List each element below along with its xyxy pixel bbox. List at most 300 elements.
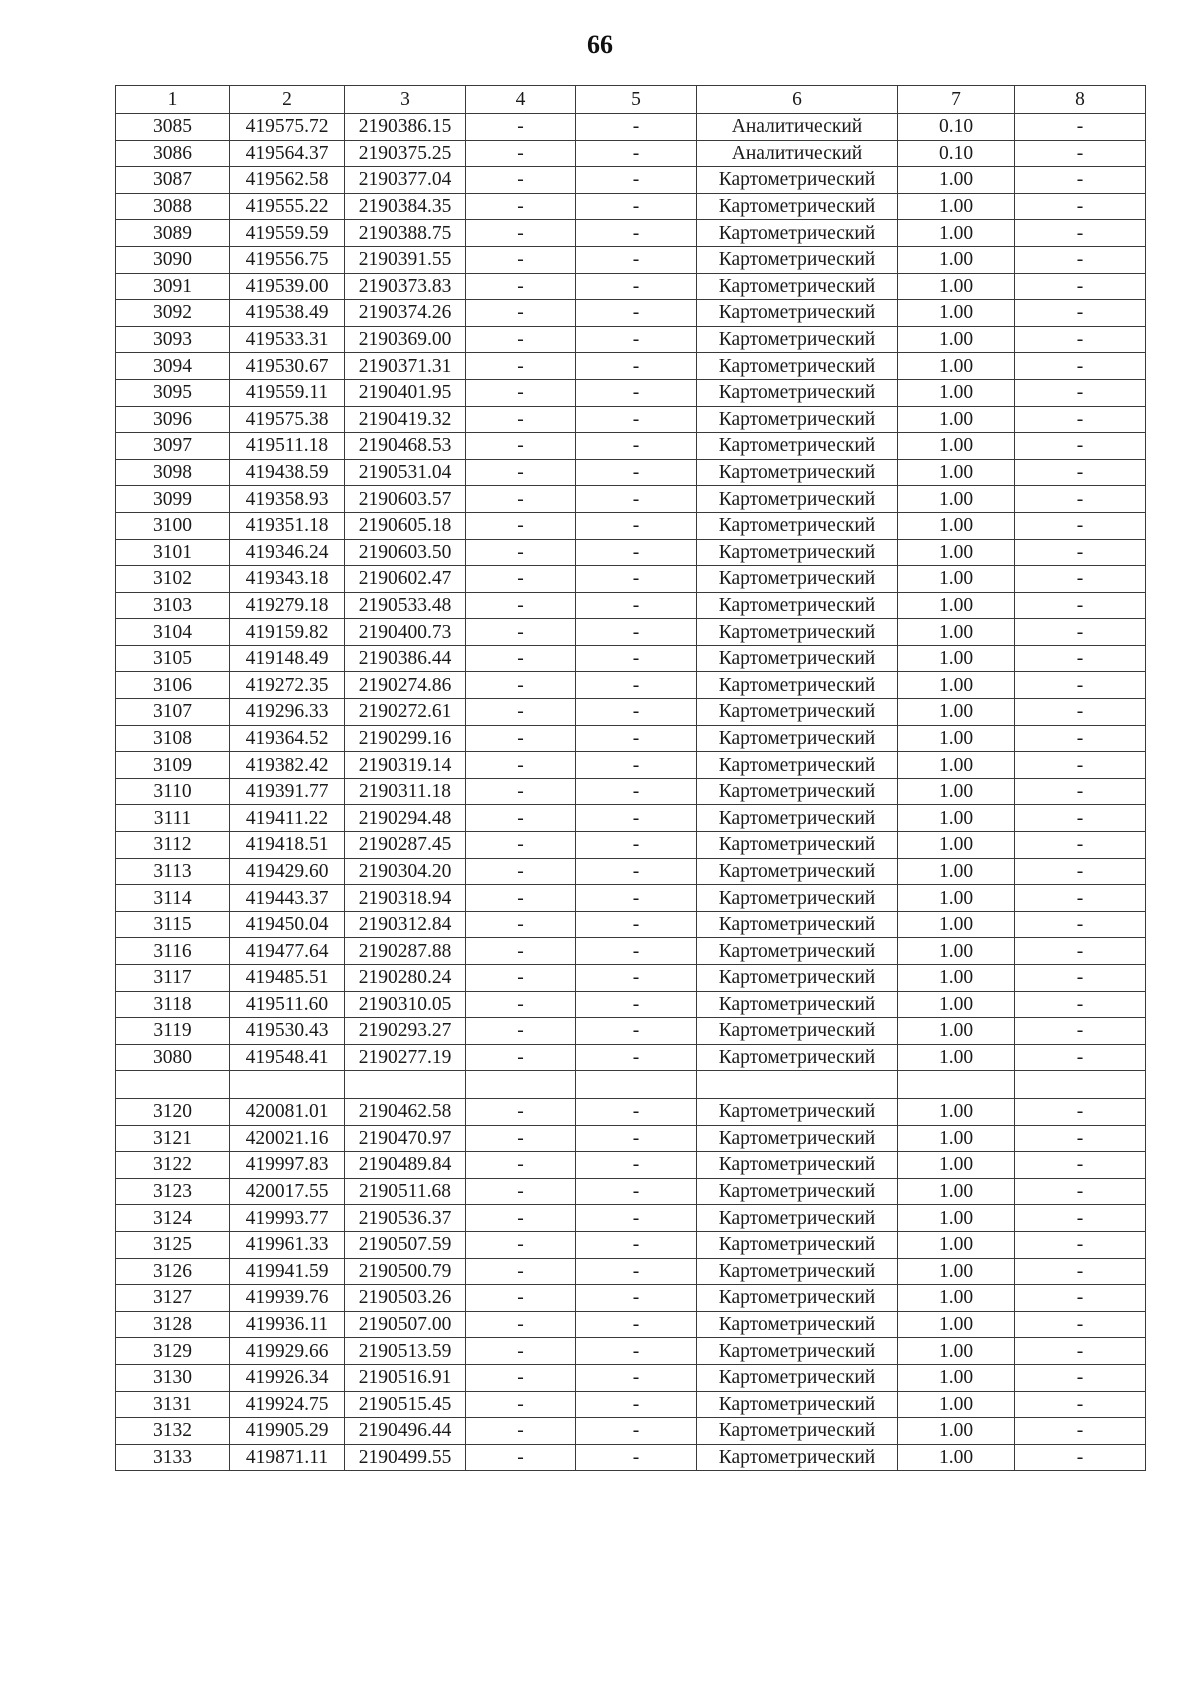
point-number-cell: 3130 — [116, 1364, 230, 1391]
method-cell: Картометрический — [697, 1391, 898, 1418]
column-4-cell: - — [466, 406, 576, 433]
column-4-cell: - — [466, 965, 576, 992]
column-4-cell: - — [466, 220, 576, 247]
precision-cell: 1.00 — [898, 193, 1015, 220]
point-number-cell: 3121 — [116, 1125, 230, 1152]
coordinate-x-cell: 419539.00 — [230, 273, 345, 300]
point-number-cell: 3119 — [116, 1018, 230, 1045]
point-number-cell: 3105 — [116, 645, 230, 672]
coordinate-y-cell: 2190401.95 — [345, 379, 466, 406]
table-row — [116, 1178, 1146, 1205]
table-row — [116, 566, 1146, 593]
column-5-cell: - — [576, 1418, 697, 1445]
precision-cell: 1.00 — [898, 300, 1015, 327]
precision-cell: 1.00 — [898, 592, 1015, 619]
column-5-cell: - — [576, 832, 697, 859]
coordinate-x-cell: 419562.58 — [230, 167, 345, 194]
column-4-cell: - — [466, 672, 576, 699]
point-number-cell: 3101 — [116, 539, 230, 566]
column-5-cell: - — [576, 965, 697, 992]
table-row — [116, 1018, 1146, 1045]
method-cell: Картометрический — [697, 1338, 898, 1365]
coordinate-y-cell: 2190293.27 — [345, 1018, 466, 1045]
column-8-cell: - — [1015, 353, 1146, 380]
column-5-cell: - — [576, 1205, 697, 1232]
precision-cell: 1.00 — [898, 539, 1015, 566]
table-row — [116, 273, 1146, 300]
column-8-cell: - — [1015, 140, 1146, 167]
precision-cell: 1.00 — [898, 725, 1015, 752]
column-4-cell: - — [466, 326, 576, 353]
column-5-cell: - — [576, 778, 697, 805]
coordinate-y-cell: 2190294.48 — [345, 805, 466, 832]
column-8-cell: - — [1015, 1018, 1146, 1045]
column-4-cell: - — [466, 1418, 576, 1445]
column-8-cell: - — [1015, 193, 1146, 220]
point-number-cell: 3108 — [116, 725, 230, 752]
column-4-cell: - — [466, 778, 576, 805]
precision-cell: 1.00 — [898, 1018, 1015, 1045]
table-row — [116, 991, 1146, 1018]
column-4-cell: - — [466, 1444, 576, 1471]
column-4-cell: - — [466, 1391, 576, 1418]
column-4-cell: - — [466, 114, 576, 141]
coordinate-y-cell: 2190470.97 — [345, 1125, 466, 1152]
coordinate-x-cell: 419555.22 — [230, 193, 345, 220]
column-8-cell: - — [1015, 1044, 1146, 1071]
coordinate-x-cell: 419382.42 — [230, 752, 345, 779]
coordinate-y-cell: 2190384.35 — [345, 193, 466, 220]
point-number-cell: 3115 — [116, 911, 230, 938]
point-number-cell — [116, 1071, 230, 1099]
column-5-cell: - — [576, 220, 697, 247]
column-5-cell: - — [576, 699, 697, 726]
coordinate-y-cell: 2190377.04 — [345, 167, 466, 194]
precision-cell: 1.00 — [898, 1152, 1015, 1179]
column-8-cell: - — [1015, 114, 1146, 141]
column-8-cell: - — [1015, 832, 1146, 859]
coordinate-x-cell: 419450.04 — [230, 911, 345, 938]
column-8-cell: - — [1015, 459, 1146, 486]
column-4-cell: - — [466, 805, 576, 832]
precision-cell: 1.00 — [898, 246, 1015, 273]
method-cell: Картометрический — [697, 672, 898, 699]
table-row — [116, 246, 1146, 273]
column-5-cell: - — [576, 1125, 697, 1152]
column-5-cell — [576, 1071, 697, 1099]
table-row — [116, 114, 1146, 141]
table-row — [116, 1205, 1146, 1232]
column-4-cell: - — [466, 1098, 576, 1125]
coordinate-y-cell: 2190507.00 — [345, 1311, 466, 1338]
column-4-cell: - — [466, 353, 576, 380]
precision-cell: 0.10 — [898, 114, 1015, 141]
coordinate-x-cell: 419296.33 — [230, 699, 345, 726]
precision-cell: 1.00 — [898, 1205, 1015, 1232]
coordinate-y-cell: 2190310.05 — [345, 991, 466, 1018]
column-8-cell: - — [1015, 1098, 1146, 1125]
column-4-cell: - — [466, 699, 576, 726]
precision-cell: 1.00 — [898, 566, 1015, 593]
method-cell: Картометрический — [697, 1311, 898, 1338]
column-8-cell: - — [1015, 300, 1146, 327]
column-5-cell: - — [576, 672, 697, 699]
table-row — [116, 300, 1146, 327]
column-4-cell: - — [466, 1125, 576, 1152]
point-number-cell: 3093 — [116, 326, 230, 353]
point-number-cell: 3088 — [116, 193, 230, 220]
precision-cell: 1.00 — [898, 1125, 1015, 1152]
coordinate-x-cell: 419351.18 — [230, 512, 345, 539]
table-row — [116, 512, 1146, 539]
method-cell: Картометрический — [697, 193, 898, 220]
precision-cell: 1.00 — [898, 778, 1015, 805]
column-4-cell: - — [466, 1152, 576, 1179]
method-cell: Картометрический — [697, 300, 898, 327]
column-5-cell: - — [576, 1044, 697, 1071]
coordinates-table — [115, 85, 1146, 1471]
point-number-cell: 3098 — [116, 459, 230, 486]
column-4-cell: - — [466, 991, 576, 1018]
column-8-cell: - — [1015, 645, 1146, 672]
coordinate-y-cell: 2190536.37 — [345, 1205, 466, 1232]
coordinate-y-cell: 2190489.84 — [345, 1152, 466, 1179]
precision-cell: 1.00 — [898, 805, 1015, 832]
coordinate-y-cell: 2190503.26 — [345, 1285, 466, 1312]
coordinate-x-cell: 419485.51 — [230, 965, 345, 992]
method-cell: Картометрический — [697, 459, 898, 486]
precision-cell: 1.00 — [898, 1231, 1015, 1258]
method-cell: Картометрический — [697, 566, 898, 593]
column-8-cell: - — [1015, 433, 1146, 460]
table-row — [116, 486, 1146, 513]
coordinate-y-cell: 2190304.20 — [345, 858, 466, 885]
point-number-cell: 3127 — [116, 1285, 230, 1312]
table-row — [116, 832, 1146, 859]
coordinate-x-cell: 419443.37 — [230, 885, 345, 912]
column-4-cell: - — [466, 246, 576, 273]
point-number-cell: 3133 — [116, 1444, 230, 1471]
coordinate-x-cell: 419533.31 — [230, 326, 345, 353]
method-cell: Аналитический — [697, 140, 898, 167]
column-5-cell: - — [576, 1258, 697, 1285]
coordinate-y-cell: 2190400.73 — [345, 619, 466, 646]
column-5-cell: - — [576, 911, 697, 938]
column-5-cell: - — [576, 1098, 697, 1125]
precision-cell: 1.00 — [898, 406, 1015, 433]
column-5-cell: - — [576, 805, 697, 832]
method-cell: Картометрический — [697, 512, 898, 539]
column-4-cell: - — [466, 1311, 576, 1338]
column-8-cell: - — [1015, 858, 1146, 885]
point-number-cell: 3113 — [116, 858, 230, 885]
method-cell: Картометрический — [697, 379, 898, 406]
table-row — [116, 167, 1146, 194]
coordinate-x-cell: 420081.01 — [230, 1098, 345, 1125]
method-cell: Картометрический — [697, 965, 898, 992]
method-cell: Картометрический — [697, 486, 898, 513]
table-row — [116, 1444, 1146, 1471]
coordinate-x-cell: 419391.77 — [230, 778, 345, 805]
coordinate-x-cell: 419924.75 — [230, 1391, 345, 1418]
coordinate-y-cell: 2190319.14 — [345, 752, 466, 779]
column-header: 1 — [116, 86, 230, 114]
column-4-cell: - — [466, 1018, 576, 1045]
coordinate-x-cell: 419575.72 — [230, 114, 345, 141]
coordinate-x-cell: 419358.93 — [230, 486, 345, 513]
column-5-cell: - — [576, 592, 697, 619]
column-4-cell: - — [466, 1258, 576, 1285]
precision-cell: 1.00 — [898, 1391, 1015, 1418]
column-8-cell: - — [1015, 752, 1146, 779]
point-number-cell: 3086 — [116, 140, 230, 167]
precision-cell: 1.00 — [898, 1338, 1015, 1365]
point-number-cell: 3087 — [116, 167, 230, 194]
column-4-cell: - — [466, 911, 576, 938]
table-row — [116, 965, 1146, 992]
table-row — [116, 672, 1146, 699]
column-5-cell: - — [576, 273, 697, 300]
precision-cell: 1.00 — [898, 1285, 1015, 1312]
column-8-cell: - — [1015, 805, 1146, 832]
column-4-cell: - — [466, 486, 576, 513]
coordinate-x-cell: 419438.59 — [230, 459, 345, 486]
point-number-cell: 3110 — [116, 778, 230, 805]
precision-cell: 1.00 — [898, 752, 1015, 779]
coordinate-y-cell: 2190277.19 — [345, 1044, 466, 1071]
precision-cell: 1.00 — [898, 486, 1015, 513]
column-4-cell: - — [466, 433, 576, 460]
column-5-cell: - — [576, 1231, 697, 1258]
column-4-cell: - — [466, 885, 576, 912]
point-number-cell: 3103 — [116, 592, 230, 619]
table-row — [116, 592, 1146, 619]
coordinate-x-cell: 419411.22 — [230, 805, 345, 832]
precision-cell: 1.00 — [898, 699, 1015, 726]
column-8-cell: - — [1015, 725, 1146, 752]
coordinate-y-cell: 2190371.31 — [345, 353, 466, 380]
method-cell: Картометрический — [697, 619, 898, 646]
column-8-cell: - — [1015, 619, 1146, 646]
coordinate-x-cell: 419148.49 — [230, 645, 345, 672]
table-row — [116, 1391, 1146, 1418]
method-cell: Картометрический — [697, 1018, 898, 1045]
table-row — [116, 539, 1146, 566]
table-row — [116, 1338, 1146, 1365]
column-8-cell: - — [1015, 911, 1146, 938]
method-cell: Картометрический — [697, 353, 898, 380]
coordinate-y-cell: 2190311.18 — [345, 778, 466, 805]
column-8-cell: - — [1015, 539, 1146, 566]
point-number-cell: 3123 — [116, 1178, 230, 1205]
column-5-cell: - — [576, 246, 697, 273]
coordinate-y-cell: 2190533.48 — [345, 592, 466, 619]
column-4-cell: - — [466, 645, 576, 672]
column-4-cell: - — [466, 1205, 576, 1232]
column-8-cell: - — [1015, 566, 1146, 593]
column-5-cell: - — [576, 566, 697, 593]
column-5-cell: - — [576, 193, 697, 220]
coordinate-x-cell: 419559.59 — [230, 220, 345, 247]
column-5-cell: - — [576, 539, 697, 566]
point-number-cell: 3118 — [116, 991, 230, 1018]
coordinate-y-cell: 2190602.47 — [345, 566, 466, 593]
coordinate-y-cell — [345, 1071, 466, 1099]
column-header: 5 — [576, 86, 697, 114]
coordinate-x-cell: 419279.18 — [230, 592, 345, 619]
method-cell: Картометрический — [697, 991, 898, 1018]
table-row — [116, 1258, 1146, 1285]
column-5-cell: - — [576, 1018, 697, 1045]
method-cell: Картометрический — [697, 858, 898, 885]
coordinate-x-cell: 419538.49 — [230, 300, 345, 327]
coordinate-x-cell: 419997.83 — [230, 1152, 345, 1179]
coordinate-y-cell: 2190462.58 — [345, 1098, 466, 1125]
coordinate-y-cell: 2190468.53 — [345, 433, 466, 460]
column-4-cell: - — [466, 832, 576, 859]
method-cell: Картометрический — [697, 1364, 898, 1391]
column-8-cell: - — [1015, 406, 1146, 433]
coordinate-x-cell: 419364.52 — [230, 725, 345, 752]
point-number-cell: 3096 — [116, 406, 230, 433]
table-row — [116, 1098, 1146, 1125]
point-number-cell: 3104 — [116, 619, 230, 646]
method-cell: Картометрический — [697, 1231, 898, 1258]
table-row — [116, 433, 1146, 460]
table-row — [116, 140, 1146, 167]
table-row — [116, 938, 1146, 965]
coordinate-y-cell: 2190312.84 — [345, 911, 466, 938]
coordinate-y-cell: 2190516.91 — [345, 1364, 466, 1391]
column-5-cell: - — [576, 1444, 697, 1471]
table-row — [116, 885, 1146, 912]
coordinate-y-cell: 2190373.83 — [345, 273, 466, 300]
column-8-cell: - — [1015, 246, 1146, 273]
coordinate-x-cell: 419429.60 — [230, 858, 345, 885]
column-4-cell: - — [466, 512, 576, 539]
column-5-cell: - — [576, 645, 697, 672]
column-8-cell — [1015, 1071, 1146, 1099]
precision-cell: 1.00 — [898, 1311, 1015, 1338]
table-row — [116, 1231, 1146, 1258]
precision-cell: 1.00 — [898, 938, 1015, 965]
point-number-cell: 3097 — [116, 433, 230, 460]
column-8-cell: - — [1015, 1364, 1146, 1391]
coordinate-x-cell: 419556.75 — [230, 246, 345, 273]
coordinate-x-cell: 419530.43 — [230, 1018, 345, 1045]
column-4-cell: - — [466, 858, 576, 885]
method-cell: Картометрический — [697, 1285, 898, 1312]
point-number-cell: 3129 — [116, 1338, 230, 1365]
column-5-cell: - — [576, 1285, 697, 1312]
column-4-cell: - — [466, 752, 576, 779]
method-cell: Аналитический — [697, 114, 898, 141]
precision-cell: 1.00 — [898, 672, 1015, 699]
point-number-cell: 3117 — [116, 965, 230, 992]
column-8-cell: - — [1015, 1391, 1146, 1418]
precision-cell: 1.00 — [898, 858, 1015, 885]
method-cell: Картометрический — [697, 832, 898, 859]
coordinate-y-cell: 2190500.79 — [345, 1258, 466, 1285]
precision-cell: 1.00 — [898, 512, 1015, 539]
column-5-cell: - — [576, 379, 697, 406]
point-number-cell: 3107 — [116, 699, 230, 726]
precision-cell: 1.00 — [898, 965, 1015, 992]
coordinate-x-cell: 420021.16 — [230, 1125, 345, 1152]
coordinate-y-cell: 2190511.68 — [345, 1178, 466, 1205]
table-row — [116, 1044, 1146, 1071]
point-number-cell: 3094 — [116, 353, 230, 380]
column-5-cell: - — [576, 619, 697, 646]
coordinate-y-cell: 2190274.86 — [345, 672, 466, 699]
column-5-cell: - — [576, 326, 697, 353]
method-cell: Картометрический — [697, 1098, 898, 1125]
coordinate-x-cell: 419926.34 — [230, 1364, 345, 1391]
method-cell: Картометрический — [697, 1205, 898, 1232]
precision-cell: 1.00 — [898, 1418, 1015, 1445]
point-number-cell: 3120 — [116, 1098, 230, 1125]
column-5-cell: - — [576, 353, 697, 380]
column-8-cell: - — [1015, 778, 1146, 805]
coordinate-y-cell: 2190287.45 — [345, 832, 466, 859]
method-cell: Картометрический — [697, 592, 898, 619]
table-row — [116, 619, 1146, 646]
column-5-cell: - — [576, 300, 697, 327]
column-8-cell: - — [1015, 965, 1146, 992]
method-cell: Картометрический — [697, 1152, 898, 1179]
precision-cell: 1.00 — [898, 1098, 1015, 1125]
table-row — [116, 379, 1146, 406]
column-4-cell: - — [466, 1338, 576, 1365]
precision-cell: 1.00 — [898, 220, 1015, 247]
table-row — [116, 459, 1146, 486]
column-5-cell: - — [576, 512, 697, 539]
precision-cell: 1.00 — [898, 619, 1015, 646]
point-number-cell: 3106 — [116, 672, 230, 699]
precision-cell: 0.10 — [898, 140, 1015, 167]
method-cell: Картометрический — [697, 885, 898, 912]
table-row — [116, 858, 1146, 885]
method-cell: Картометрический — [697, 725, 898, 752]
table-header-row — [116, 86, 1146, 114]
column-5-cell: - — [576, 459, 697, 486]
point-number-cell: 3132 — [116, 1418, 230, 1445]
point-number-cell: 3125 — [116, 1231, 230, 1258]
point-number-cell: 3124 — [116, 1205, 230, 1232]
table-row — [116, 1285, 1146, 1312]
column-5-cell: - — [576, 433, 697, 460]
column-4-cell: - — [466, 300, 576, 327]
precision-cell: 1.00 — [898, 353, 1015, 380]
coordinate-x-cell: 419941.59 — [230, 1258, 345, 1285]
method-cell: Картометрический — [697, 1125, 898, 1152]
point-number-cell: 3080 — [116, 1044, 230, 1071]
method-cell — [697, 1071, 898, 1099]
column-4-cell: - — [466, 619, 576, 646]
point-number-cell: 3122 — [116, 1152, 230, 1179]
point-number-cell: 3126 — [116, 1258, 230, 1285]
column-8-cell: - — [1015, 1311, 1146, 1338]
coordinate-x-cell: 419477.64 — [230, 938, 345, 965]
table-row — [116, 645, 1146, 672]
precision-cell: 1.00 — [898, 379, 1015, 406]
table-row — [116, 406, 1146, 433]
precision-cell: 1.00 — [898, 1258, 1015, 1285]
method-cell: Картометрический — [697, 406, 898, 433]
precision-cell: 1.00 — [898, 459, 1015, 486]
point-number-cell: 3109 — [116, 752, 230, 779]
coordinate-x-cell: 419548.41 — [230, 1044, 345, 1071]
